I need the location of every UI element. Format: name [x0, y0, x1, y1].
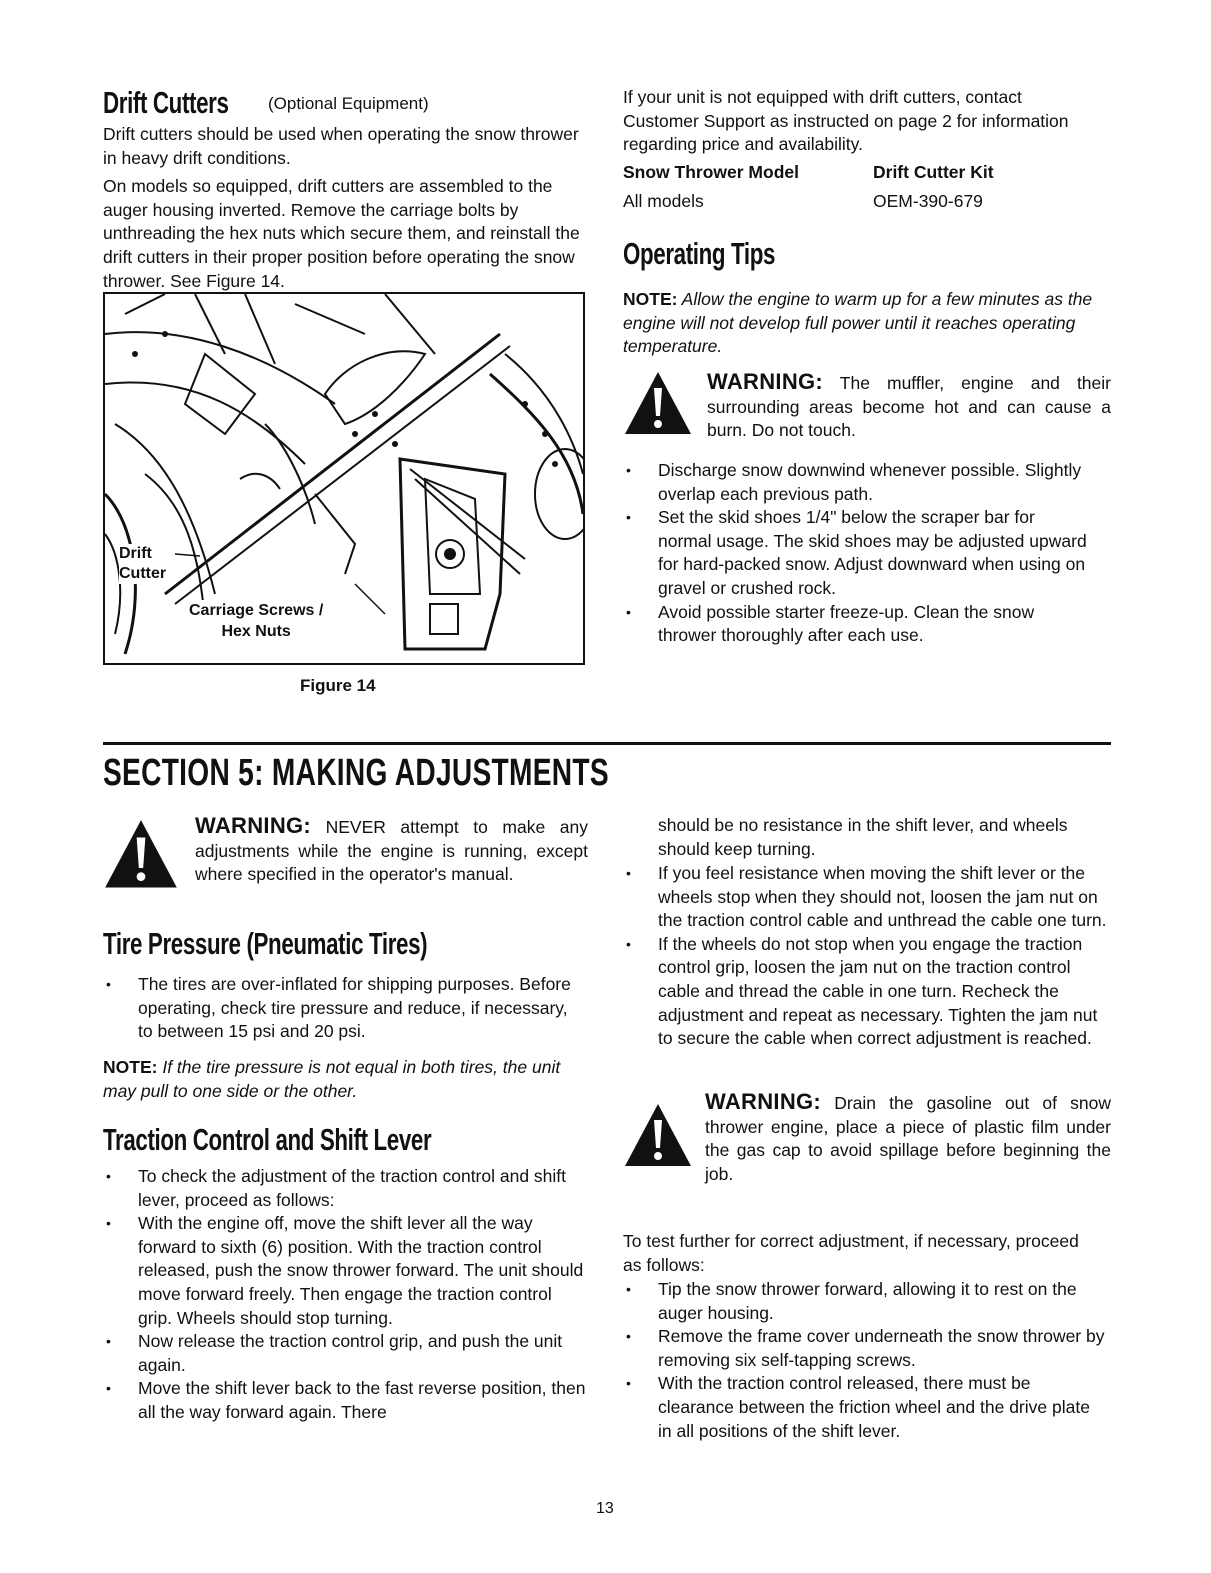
drift-cutters-paragraph-1: Drift cutters should be used when operating the snow thrower in heavy drift conditions.: [103, 124, 579, 168]
operating-tips-heading: Operating Tips: [623, 236, 776, 271]
gasoline-warning: WARNING: Drain the gasoline out of snow thrower engine, place a piece of plastic film under the gas cap to avoid spillage before beginning the job.: [623, 1090, 1111, 1186]
traction-control-heading: Traction Control and Shift Lever: [103, 1122, 432, 1157]
list-item: • Remove the frame cover underneath the snow thrower by removing six self-tapping screws.: [623, 1325, 1108, 1372]
list-item: • If the wheels do not stop when you engage the traction control grip, loosen the jam nut on the traction control cable and thread the cable in one turn. Recheck the adjustment and repeat as necessary. Tighten the jam nut to secure the cable when correct adjustment is reached.: [623, 933, 1108, 1051]
warning-label: WARNING:: [195, 813, 312, 838]
figure-label-drift-cutter: Drift Cutter: [119, 545, 167, 582]
traction-control-list-2: [623, 862, 1108, 1051]
list-item: • Avoid possible starter freeze-up. Clean the snow thrower thoroughly after each use.: [623, 601, 1088, 648]
list-item: • If you feel resistance when moving the shift lever or the wheels stop when they should not, loosen the jam nut on the traction control cable and unthread the cable one turn.: [623, 862, 1108, 933]
operating-tips-note: NOTE: Allow the engine to warm up for a few minutes as the engine will not develop full power until it reaches operating temperature.: [623, 289, 1093, 357]
traction-test-list: [623, 1278, 1108, 1443]
operating-tips-warning: WARNING: The muffler, engine and their surrounding areas become hot and can cause a burn. Do not touch.: [623, 370, 1111, 443]
drift-cutters-heading: [103, 85, 277, 125]
tire-pressure-list: [103, 973, 573, 1044]
traction-control-list: [103, 1165, 588, 1425]
test-intro: To test further for correct adjustment, if necessary, proceed as follows:: [623, 1231, 1079, 1275]
figure-label-carriage-screws: Carriage Screws / Hex Nuts: [189, 602, 324, 640]
warning-label: WARNING:: [707, 369, 824, 394]
kit-header-kit: Drift Cutter Kit: [873, 162, 994, 182]
warning-triangle-icon: [103, 818, 179, 894]
list-item: • Tip the snow thrower forward, allowing it to rest on the auger housing.: [623, 1278, 1108, 1325]
kit-value-kit: OEM-390-679: [873, 191, 983, 211]
list-item: • Now release the traction control grip, and push the unit again.: [103, 1330, 588, 1377]
drift-cutters-paragraph-2: On models so equipped, drift cutters are assembled to the auger housing inverted. Remove the carriage bolts by unthreading the hex nuts which secure them, and reinstall the drift cutters in their proper position before operating the snow thrower. See Figure 14.: [103, 176, 580, 291]
contact-text: If your unit is not equipped with drift cutters, contact Customer Support as instructed on page 2 for information regarding price and availability.: [623, 87, 1069, 155]
warning-label: WARNING:: [705, 1089, 822, 1114]
page-number: 13: [596, 1500, 614, 1517]
drift-cutter-illustration: [105, 294, 583, 663]
kit-value-model: All models: [623, 191, 704, 211]
figure-14-caption: Figure 14: [300, 676, 376, 695]
drift-cutter-kit-table: [623, 158, 994, 216]
kit-header-model: Snow Thrower Model: [623, 162, 799, 182]
adjustments-warning: WARNING: NEVER attempt to make any adjustments while the engine is running, except where specified in the operator's manual.: [103, 814, 588, 887]
section-divider: [103, 742, 1111, 745]
section-5-heading: SECTION 5: MAKING ADJUSTMENTS: [103, 752, 609, 794]
drift-cutters-title: Drift Cutters: [103, 85, 229, 120]
tire-pressure-note: NOTE: If the tire pressure is not equal in both tires, the unit may pull to one side or the other.: [103, 1057, 561, 1101]
tire-pressure-heading: Tire Pressure (Pneumatic Tires): [103, 926, 428, 961]
operating-tips-list: [623, 459, 1088, 648]
list-item: • The tires are over-inflated for shipping purposes. Before operating, check tire pressure and reduce, if necessary, to between 15 psi and 20 psi.: [103, 973, 573, 1044]
traction-continued: should be no resistance in the shift lever, and wheels should keep turning.: [658, 815, 1068, 859]
list-item: • To check the adjustment of the traction control and shift lever, proceed as follows:: [103, 1165, 588, 1212]
figure-14: [103, 292, 585, 665]
list-item: • Move the shift lever back to the fast reverse position, then all the way forward again. There: [103, 1377, 588, 1424]
list-item: • Discharge snow downwind whenever possible. Slightly overlap each previous path.: [623, 459, 1088, 506]
warning-triangle-icon: [623, 370, 693, 440]
list-item: • With the engine off, move the shift lever all the way forward to sixth (6) position. With the traction control released, push the snow thrower forward. The unit should move forward freely. Then engage the traction control grip. Wheels should stop turning.: [103, 1212, 588, 1330]
list-item: • With the traction control released, there must be clearance between the friction wheel and the drive plate in all positions of the shift lever.: [623, 1372, 1108, 1443]
warning-triangle-icon: [623, 1102, 693, 1172]
list-item: • Set the skid shoes 1/4" below the scraper bar for normal usage. The skid shoes may be adjusted upward for hard-packed snow. Adjust downward when using on gravel or crushed rock.: [623, 506, 1088, 600]
drift-cutters-body: [103, 123, 585, 298]
drift-cutters-optional: (Optional Equipment): [268, 94, 429, 113]
